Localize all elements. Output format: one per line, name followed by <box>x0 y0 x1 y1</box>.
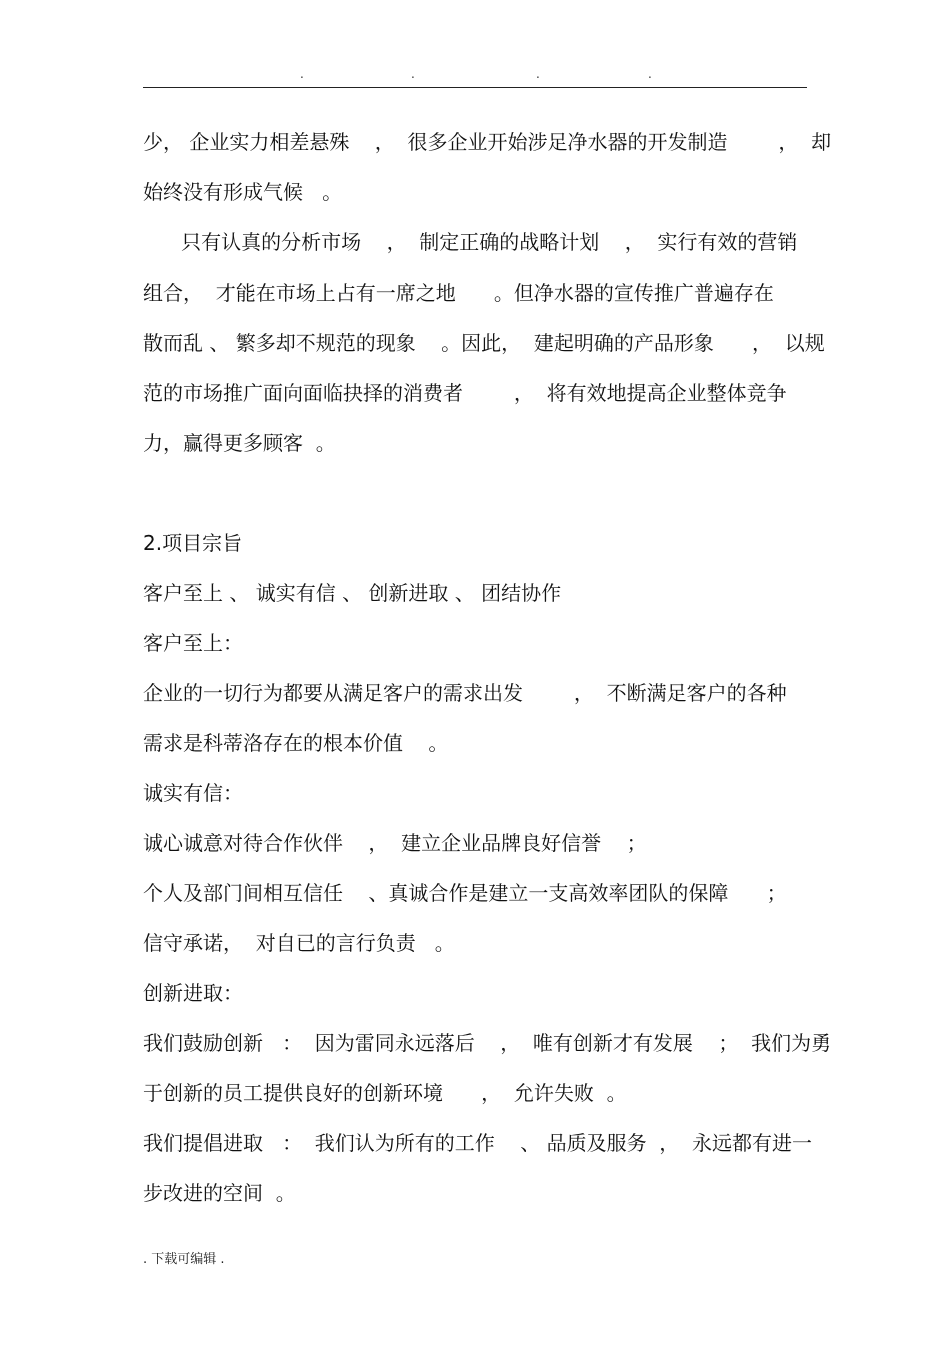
text-line: 少， 企业实力相差悬殊 ， 很多企业开始涉足净水器的开发制造 ， 却 <box>143 130 832 154</box>
text-line: 力，赢得更多顾客 。 <box>143 431 336 455</box>
text-line: 始终没有形成气候 。 <box>143 180 343 204</box>
text-line: 企业的一切行为都要从满足客户的需求出发 ， 不断满足客户的各种 <box>143 681 787 705</box>
text-line: 信守承诺， 对自已的言行负责 。 <box>143 931 455 955</box>
header-dot: . <box>300 67 304 81</box>
text-line: 客户至上： <box>143 631 243 655</box>
text-line: 只有认真的分析市场 ， 制定正确的战略计划 ， 实行有效的营销 <box>143 230 798 254</box>
header-dot: . <box>411 67 415 81</box>
text-line: 需求是科蒂洛存在的根本价值 。 <box>143 731 449 755</box>
text-line: 组合， 才能在市场上占有一席之地 。但净水器的宣传推广普遍存在 <box>143 281 774 305</box>
section-heading: 2.项目宗旨 <box>143 531 243 555</box>
text-line: 于创新的员工提供良好的创新环境 ， 允许失败 。 <box>143 1081 627 1105</box>
text-line: 步改进的空间 。 <box>143 1181 296 1205</box>
text-line: 创新进取： <box>143 981 243 1005</box>
text-line: 我们鼓励创新 ： 因为雷同永远落后 ， 唯有创新才有发展 ； 我们为勇 <box>143 1031 832 1055</box>
text-line: 范的市场推广面向面临抉择的消费者 ， 将有效地提高企业整体竞争 <box>143 381 787 405</box>
text-line: 散而乱 、 繁多却不规范的现象 。因此， 建起明确的产品形象 ， 以规 <box>143 331 825 355</box>
text-line: 诚实有信： <box>143 781 243 805</box>
text-line: 诚心诚意对待合作伙伴 ， 建立企业品牌良好信誉 ； <box>143 831 647 855</box>
header-dot: . <box>648 67 652 81</box>
header-rule <box>143 87 807 88</box>
text-line: 个人及部门间相互信任 、真诚合作是建立一支高效率团队的保障 ； <box>143 881 787 905</box>
page-footer: . 下载可编辑 . <box>143 1252 225 1267</box>
header-dot: . <box>536 67 540 81</box>
text-line: 我们提倡进取 ： 我们认为所有的工作 、 品质及服务 ， 永远都有进一 <box>143 1131 813 1155</box>
text-line: 客户至上 、 诚实有信 、 创新进取 、 团结协作 <box>143 581 562 605</box>
